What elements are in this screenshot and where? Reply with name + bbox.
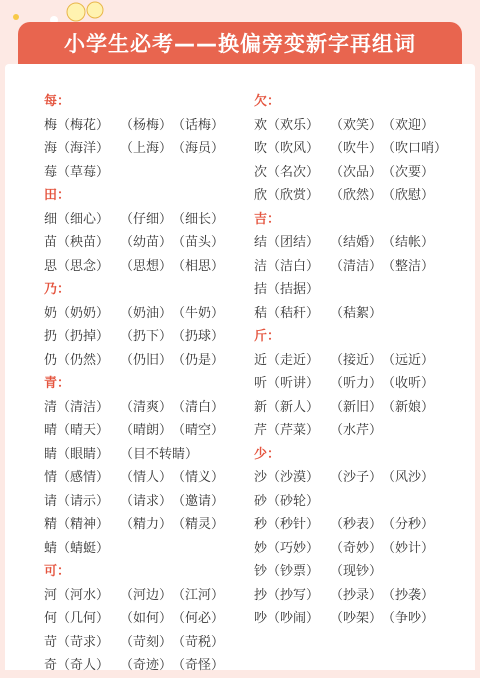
character-word: 听（听讲） xyxy=(254,376,320,391)
compound-word: （精灵） xyxy=(172,517,225,532)
compound-word: （新旧） xyxy=(330,399,383,415)
compound-word: （晴空） xyxy=(172,423,225,438)
word-row xyxy=(44,537,224,561)
radical-header: 吉： xyxy=(254,211,281,227)
compound-word: （结婚） xyxy=(330,235,383,250)
compound-word: （欣慰） xyxy=(382,188,435,203)
compound-word: （抄录） xyxy=(330,587,383,603)
compound-word: （分秒） xyxy=(382,517,435,532)
compound-word: （沙子） xyxy=(330,470,383,485)
character-word: 梅（梅花） xyxy=(44,117,110,133)
compound-word: （请求） xyxy=(120,493,173,509)
character-word: 精（精神） xyxy=(44,517,110,532)
compound-word: （听力） xyxy=(330,376,383,391)
compound-word: （奇迹） xyxy=(120,658,173,673)
word-row xyxy=(44,607,224,631)
character-word: 砂（砂轮） xyxy=(254,493,320,509)
chick-icon xyxy=(87,2,103,18)
compound-word: （仍是） xyxy=(172,352,225,368)
compound-word: （河边） xyxy=(120,587,173,603)
word-row xyxy=(44,302,224,326)
compound-word: （细长） xyxy=(172,211,225,227)
word-row xyxy=(254,349,434,373)
character-word: 吵（吵闹） xyxy=(254,611,320,626)
radical-header: 可： xyxy=(44,564,71,579)
compound-word: （苛税） xyxy=(172,634,225,650)
compound-word: （思想） xyxy=(120,258,173,274)
character-word: 奇（奇人） xyxy=(44,658,110,673)
title-banner xyxy=(18,22,462,64)
character-word: 抄（抄写） xyxy=(254,587,320,603)
character-word: 吹（吹风） xyxy=(254,141,320,156)
character-word: 蜻（蜻蜓） xyxy=(44,540,110,556)
word-row xyxy=(44,231,224,255)
compound-word: （次品） xyxy=(330,164,383,180)
character-word: 结（团结） xyxy=(254,235,320,250)
compound-word: （整洁） xyxy=(382,258,435,274)
radical-header: 乃： xyxy=(44,282,71,297)
compound-word: （牛奶） xyxy=(172,305,225,321)
word-row xyxy=(254,278,434,302)
character-word: 次（名次） xyxy=(254,164,320,180)
character-word: 秒（秒针） xyxy=(254,517,320,532)
word-row xyxy=(254,584,434,608)
character-word: 芹（芹菜） xyxy=(254,423,320,438)
compound-word: （相思） xyxy=(172,258,225,274)
word-row xyxy=(254,137,448,161)
compound-word: （欢迎） xyxy=(382,117,435,133)
compound-word: （风沙） xyxy=(382,470,435,485)
word-row xyxy=(44,161,224,185)
compound-word: （仍旧） xyxy=(120,352,173,368)
compound-word: （苛刻） xyxy=(120,634,173,650)
compound-word: （结帐） xyxy=(382,235,435,250)
word-row xyxy=(44,419,224,443)
character-word: 海（海洋） xyxy=(44,141,110,156)
word-row xyxy=(254,607,434,631)
word-row xyxy=(254,419,434,443)
word-row xyxy=(254,513,434,537)
word-row xyxy=(44,513,224,537)
compound-word: （上海） xyxy=(120,141,173,156)
compound-word: （收听） xyxy=(382,376,435,391)
radical-header: 斤： xyxy=(254,329,281,344)
character-word: 苗（秧苗） xyxy=(44,235,110,250)
character-word: 情（感情） xyxy=(44,470,110,485)
word-row xyxy=(44,255,224,279)
word-row xyxy=(44,654,224,678)
compound-word: （奶油） xyxy=(120,305,173,321)
character-word: 拮（拮据） xyxy=(254,282,320,297)
compound-word: （话梅） xyxy=(172,117,225,133)
compound-word: （秸絮） xyxy=(330,305,383,321)
character-word: 妙（巧妙） xyxy=(254,540,320,556)
character-word: 新（新人） xyxy=(254,399,320,415)
page-title: 小学生必考——换偏旁变新字再组词 xyxy=(64,32,416,56)
compound-word: （邀请） xyxy=(172,493,225,509)
word-row xyxy=(254,466,434,490)
word-row xyxy=(44,631,224,655)
word-row xyxy=(44,466,224,490)
radical-header: 每： xyxy=(44,94,71,109)
compound-word: （次要） xyxy=(382,164,435,180)
word-row xyxy=(254,114,434,138)
chick-icon xyxy=(67,3,85,21)
character-word: 欢（欢乐） xyxy=(254,117,320,133)
radical-header: 少： xyxy=(254,446,281,462)
word-row xyxy=(44,208,224,232)
compound-word: （吹口哨） xyxy=(382,141,448,156)
compound-word: （幼苗） xyxy=(120,235,173,250)
radical-header: 欠： xyxy=(254,94,281,109)
character-word: 仍（仍然） xyxy=(44,352,110,368)
compound-word: （清洁） xyxy=(330,258,383,274)
character-word: 秸（秸秆） xyxy=(254,305,320,321)
compound-word: （抄袭） xyxy=(382,587,435,603)
compound-word: （目不转睛） xyxy=(120,446,199,462)
compound-word: （欣然） xyxy=(330,188,383,203)
character-word: 细（细心） xyxy=(44,211,110,227)
word-row xyxy=(44,443,224,467)
compound-word: （仔细） xyxy=(120,211,173,227)
compound-word: （扔下） xyxy=(120,329,173,344)
compound-word: （扔球） xyxy=(172,329,225,344)
compound-word: （江河） xyxy=(172,587,225,603)
word-row xyxy=(44,349,224,373)
word-row xyxy=(44,490,224,514)
compound-word: （秒表） xyxy=(330,517,383,532)
compound-word: （情义） xyxy=(172,470,225,485)
character-word: 洁（洁白） xyxy=(254,258,320,274)
compound-word: （情人） xyxy=(120,470,173,485)
compound-word: （清爽） xyxy=(120,399,173,415)
word-row xyxy=(254,231,434,255)
character-word: 奶（奶奶） xyxy=(44,305,110,321)
compound-word: （海员） xyxy=(172,141,225,156)
radical-header: 田： xyxy=(44,188,71,203)
radical-header: 青： xyxy=(44,376,71,391)
left-column xyxy=(44,90,224,678)
character-word: 请（请示） xyxy=(44,493,110,509)
word-row xyxy=(254,184,434,208)
character-word: 思（思念） xyxy=(44,258,110,274)
word-row xyxy=(44,325,224,349)
character-word: 近（走近） xyxy=(254,352,320,368)
word-row xyxy=(254,372,434,396)
compound-word: （奇怪） xyxy=(172,658,225,673)
compound-word: （妙计） xyxy=(382,540,435,556)
word-row xyxy=(254,490,434,514)
word-row xyxy=(254,161,434,185)
character-word: 钞（钞票） xyxy=(254,564,320,579)
character-word: 晴（晴天） xyxy=(44,423,110,438)
compound-word: （争吵） xyxy=(382,611,435,626)
compound-word: （吵架） xyxy=(330,611,383,626)
compound-word: （精力） xyxy=(120,517,173,532)
right-column xyxy=(254,90,448,631)
word-row xyxy=(254,302,434,326)
word-row xyxy=(44,137,224,161)
character-word: 睛（眼睛） xyxy=(44,446,110,462)
word-row xyxy=(254,537,434,561)
word-row xyxy=(254,255,434,279)
word-row xyxy=(254,560,434,584)
compound-word: （接近） xyxy=(330,352,383,368)
compound-word: （水芹） xyxy=(330,423,383,438)
character-word: 欣（欣赏） xyxy=(254,188,320,203)
compound-word: （如何） xyxy=(120,611,173,626)
compound-word: （吹牛） xyxy=(330,141,383,156)
compound-word: （清白） xyxy=(172,399,225,415)
compound-word: （现钞） xyxy=(330,564,383,579)
word-row xyxy=(254,396,434,420)
character-word: 苛（苛求） xyxy=(44,634,110,650)
compound-word: （远近） xyxy=(382,352,435,368)
word-row xyxy=(44,584,224,608)
compound-word: （苗头） xyxy=(172,235,225,250)
compound-word: （欢笑） xyxy=(330,117,383,133)
compound-word: （晴朗） xyxy=(120,423,173,438)
character-word: 沙（沙漠） xyxy=(254,470,320,485)
word-row xyxy=(44,114,224,138)
compound-word: （奇妙） xyxy=(330,540,383,556)
character-word: 扔（扔掉） xyxy=(44,329,110,344)
character-word: 莓（草莓） xyxy=(44,164,110,180)
word-row xyxy=(44,396,224,420)
character-word: 清（清洁） xyxy=(44,399,110,415)
character-word: 河（河水） xyxy=(44,587,110,603)
star-icon xyxy=(13,14,19,20)
compound-word: （何必） xyxy=(172,611,225,626)
compound-word: （杨梅） xyxy=(120,117,173,133)
compound-word: （新娘） xyxy=(382,399,435,415)
character-word: 何（几何） xyxy=(44,611,110,626)
